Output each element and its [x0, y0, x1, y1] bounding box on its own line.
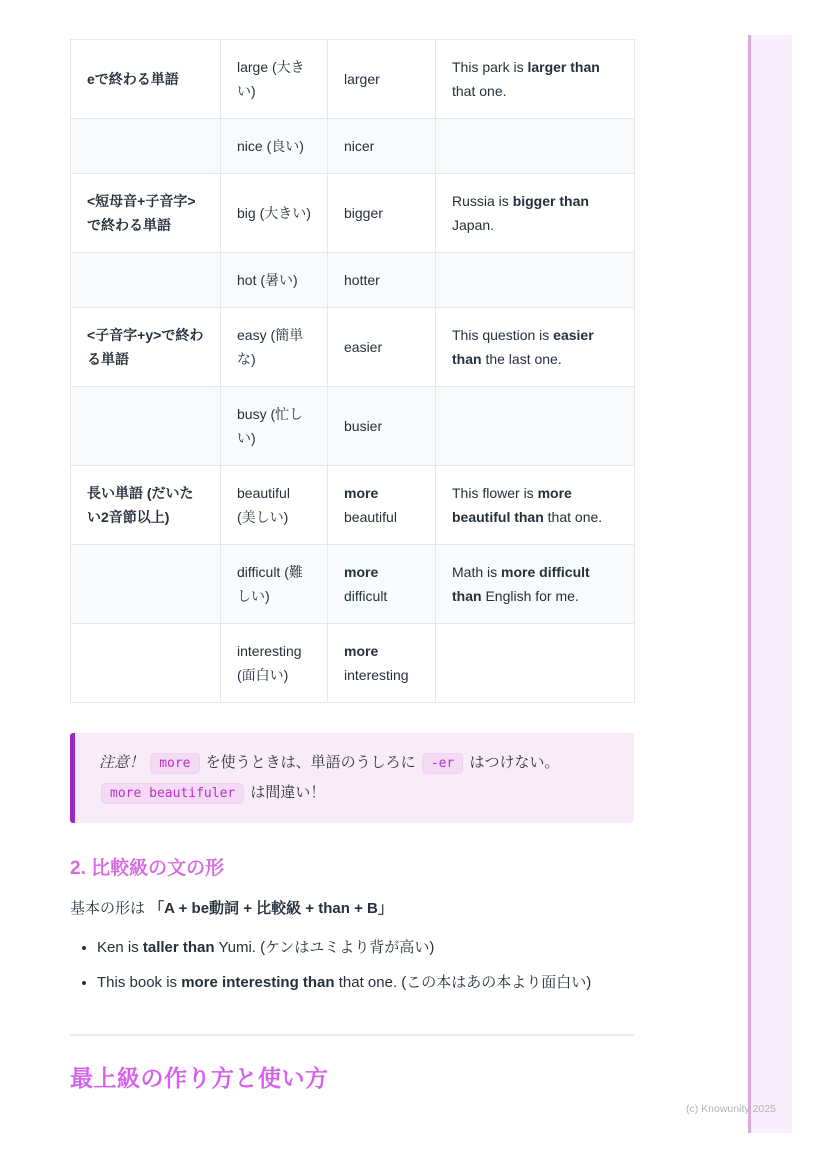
text-segment: interesting	[344, 667, 409, 683]
text-segment: 「A + be動詞 + 比較級 + than + B」	[149, 900, 393, 917]
table-cell	[221, 466, 328, 545]
text-segment: more difficult than	[452, 564, 590, 604]
text-segment: Japan.	[452, 217, 495, 233]
code-badge: more beautifuler	[101, 783, 244, 804]
basic-form-text	[70, 897, 634, 920]
text-segment: English for me.	[481, 588, 579, 604]
example-list-item	[97, 936, 634, 959]
text-segment: <短母音+子音字>で終わる単語	[87, 193, 196, 233]
text-segment: the last one.	[481, 351, 562, 367]
text-segment: This book is	[97, 974, 182, 991]
text-segment: Russia is	[452, 193, 513, 209]
text-segment: 注意！	[99, 754, 145, 771]
text-segment: interesting (面白い)	[237, 643, 302, 683]
table-cell	[221, 387, 328, 466]
text-segment: は間違い！	[246, 784, 326, 801]
table-cell	[328, 387, 436, 466]
table-cell	[71, 119, 221, 174]
table-cell	[436, 308, 635, 387]
text-segment: taller than	[142, 939, 215, 956]
table-cell	[71, 466, 221, 545]
table-row	[71, 466, 635, 545]
table-cell	[436, 624, 635, 703]
table-cell	[328, 308, 436, 387]
table-cell	[71, 624, 221, 703]
text-segment: hot (暑い)	[237, 272, 298, 288]
table-row	[71, 253, 635, 308]
note-callout	[70, 733, 634, 823]
table-cell	[71, 308, 221, 387]
table-cell	[436, 253, 635, 308]
comparatives-table-body	[71, 40, 635, 703]
text-segment: This flower is	[452, 485, 538, 501]
note-text	[99, 748, 610, 808]
table-cell	[221, 174, 328, 253]
table-cell	[436, 545, 635, 624]
text-segment: This park is	[452, 59, 528, 75]
table-row	[71, 624, 635, 703]
table-cell	[328, 119, 436, 174]
text-segment: nicer	[344, 138, 375, 154]
table-cell	[436, 119, 635, 174]
table-cell	[221, 545, 328, 624]
text-segment: Ken is	[97, 939, 143, 956]
text-segment: that one.	[543, 509, 603, 525]
table-row	[71, 119, 635, 174]
text-segment: that one.	[452, 83, 507, 99]
table-cell	[221, 624, 328, 703]
watermark: (c) Knowunity 2025	[686, 1103, 776, 1115]
table-cell	[328, 624, 436, 703]
text-segment: busier	[344, 418, 383, 434]
document-content	[70, 39, 634, 1093]
table-cell	[328, 40, 436, 119]
next-page-edge	[748, 35, 792, 1133]
table-cell	[328, 253, 436, 308]
text-segment: Yumi. (ケンはユミより背が高い)	[214, 939, 435, 956]
table-cell	[71, 40, 221, 119]
text-segment: more	[344, 643, 379, 659]
table-cell	[436, 40, 635, 119]
text-segment: hotter	[344, 272, 380, 288]
text-segment: easier	[344, 339, 383, 355]
table-cell	[328, 466, 436, 545]
text-segment: more interesting than	[181, 974, 335, 991]
text-segment: more	[344, 485, 379, 501]
text-segment: はつけない。	[465, 754, 560, 771]
text-segment: beautiful	[344, 509, 397, 525]
example-list	[70, 936, 634, 994]
example-list-item	[97, 971, 634, 994]
text-segment: <子音字+y>で終わる単語	[87, 327, 204, 367]
text-segment: larger	[344, 71, 380, 87]
text-segment: easier than	[452, 327, 594, 367]
text-segment: beautiful (美しい)	[237, 485, 290, 525]
text-segment: difficult (難しい)	[237, 564, 303, 604]
superlative-section-title: 最上級の作り方と使い方	[70, 1065, 329, 1091]
text-segment: nice (良い)	[237, 138, 304, 154]
text-segment: This question is	[452, 327, 554, 343]
table-row	[71, 40, 635, 119]
table-cell	[71, 387, 221, 466]
code-badge: more	[150, 753, 199, 774]
table-row	[71, 174, 635, 253]
text-segment: 基本の形は	[70, 900, 150, 917]
text-segment: more beautiful than	[452, 485, 572, 525]
text-segment	[144, 754, 148, 771]
text-segment: difficult	[344, 588, 388, 604]
table-cell	[328, 545, 436, 624]
table-cell	[328, 174, 436, 253]
table-cell	[221, 40, 328, 119]
table-row	[71, 387, 635, 466]
text-segment: larger than	[527, 59, 600, 75]
text-segment: bigger	[344, 205, 383, 221]
text-segment: Math is	[452, 564, 502, 580]
table-cell	[436, 387, 635, 466]
text-segment: eで終わる単語	[87, 71, 179, 87]
text-segment: bigger than	[512, 193, 589, 209]
table-cell	[221, 119, 328, 174]
text-segment: more	[344, 564, 379, 580]
text-segment: big (大きい)	[237, 205, 311, 221]
text-segment: large (大きい)	[237, 59, 305, 99]
text-segment: busy (忙しい)	[237, 406, 304, 446]
section-heading-comparative-sentence-form: 2. 比較級の文の形	[70, 858, 225, 879]
table-cell	[436, 174, 635, 253]
table-cell	[436, 466, 635, 545]
table-cell	[71, 253, 221, 308]
table-cell	[71, 545, 221, 624]
table-cell	[221, 308, 328, 387]
table-row	[71, 545, 635, 624]
table-cell	[71, 174, 221, 253]
text-segment: that one. (この本はあの本より面白い)	[334, 974, 592, 991]
comparatives-table	[70, 39, 635, 703]
table-row	[71, 308, 635, 387]
text-segment: easy (簡単な)	[237, 327, 304, 367]
text-segment: 長い単語 (だいたい2音節以上)	[87, 485, 194, 525]
code-badge: -er	[422, 753, 463, 774]
text-segment: を使うときは、単語のうしろに	[201, 754, 420, 771]
section-divider	[70, 1034, 634, 1036]
table-cell	[221, 253, 328, 308]
